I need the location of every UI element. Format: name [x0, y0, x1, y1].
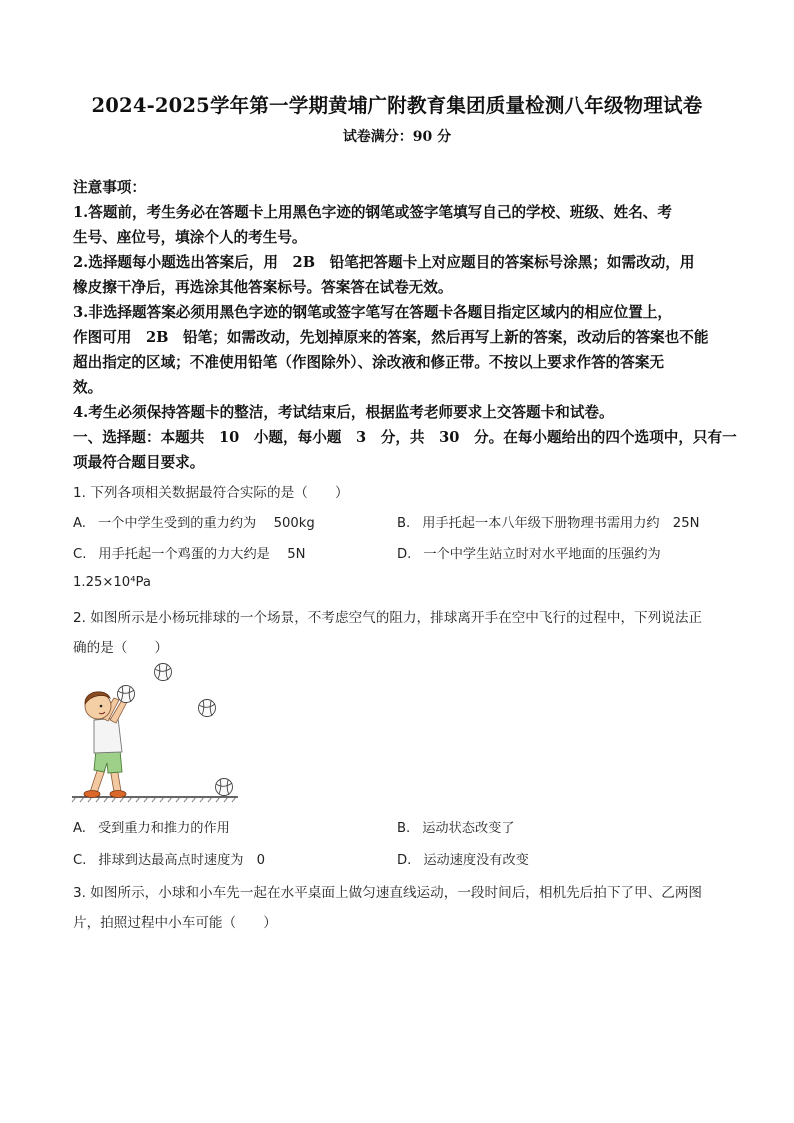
option-text: 运动速度没有改变	[423, 853, 529, 868]
notice-line: 超出指定的区域；不准使用铅笔（作图除外）、涂改液和修正带。不按以上要求作答的答案无	[73, 354, 665, 371]
q1-option-a	[73, 512, 315, 531]
option-text: 排球到达最高点时速度为 0	[98, 853, 266, 868]
volleyball-icon	[216, 779, 233, 796]
question-2-stem: 2. 如图所示是小杨玩排球的一个场景，不考虑空气的阻力，排球离开手在空中飞行的过程中，下列说法正	[73, 610, 703, 626]
volleyball-icon	[155, 664, 172, 681]
notice-line: 3.非选择题答案必须用黑色字迹的钢笔或签字笔写在答题卡各题目指定区域内的相应位置上，	[73, 304, 672, 321]
option-text: 用手托起一本八年级下册物理书需用力约 25N	[422, 516, 700, 531]
notice-line: 4.考生必须保持答题卡的整洁，考试结束后，根据监考老师要求上交答题卡和试卷。	[73, 404, 614, 421]
notice-line: 橡皮擦干净后，再选涂其他答案标号。答案答在试卷无效。	[73, 279, 453, 296]
option-letter: D.	[397, 547, 412, 562]
option-text: 运动状态改变了	[422, 821, 515, 836]
q1-option-d	[397, 543, 661, 562]
volleyball-icon	[118, 686, 135, 703]
section-heading: 一、选择题：本题共 10 小题，每小题 3 分，共 30 分。在每小题给出的四个选项中，只有一	[73, 429, 737, 446]
option-letter: C.	[73, 547, 87, 562]
volleyball-icon	[199, 700, 216, 717]
option-letter: A.	[73, 821, 86, 836]
question-1-stem: 1. 下列各项相关数据最符合实际的是（ ）	[73, 485, 349, 501]
option-text: 一个中学生站立时对水平地面的压强约为	[423, 547, 661, 562]
question-2-stem: 确的是（ ）	[73, 640, 169, 656]
option-text: 一个中学生受到的重力约为 500kg	[97, 516, 315, 531]
notice-line: 生号、座位号，填涂个人的考生号。	[73, 229, 307, 246]
notice-line: 效。	[73, 379, 103, 396]
volleyball-player-illustration	[70, 660, 240, 805]
q2-option-b	[397, 817, 515, 836]
option-letter: B.	[397, 516, 411, 531]
option-letter: D.	[397, 853, 412, 868]
q2-option-c	[73, 849, 265, 868]
notice-heading: 注意事项：	[73, 179, 146, 196]
option-letter: A.	[73, 516, 86, 531]
option-letter: B.	[397, 821, 411, 836]
q2-option-d	[397, 849, 529, 868]
q2-option-a	[73, 817, 230, 836]
notice-line: 2.选择题每小题选出答案后，用 2B 铅笔把答题卡上对应题目的答案标号涂黑；如需改动，用	[73, 254, 695, 271]
q1-option-d-continuation: 1.25×10⁴Pa	[73, 575, 151, 590]
exam-title: 2024-2025学年第一学期黄埔广附教育集团质量检测八年级物理试卷	[91, 94, 703, 117]
q1-option-b	[397, 512, 699, 531]
notice-line: 1.答题前，考生务必在答题卡上用黑色字迹的钢笔或签字笔填写自己的学校、班级、姓名、考	[73, 204, 672, 221]
option-letter: C.	[73, 853, 87, 868]
boy-figure	[84, 692, 127, 798]
notice-line: 作图可用 2B 铅笔；如需改动，先划掉原来的答案，然后再写上新的答案，改动后的答案也不能	[73, 329, 709, 346]
option-text: 用手托起一个鸡蛋的力大约是 5N	[98, 547, 306, 562]
section-heading: 项最符合题目要求。	[73, 454, 205, 471]
question-3-stem: 片，拍照过程中小车可能（ ）	[73, 915, 277, 931]
option-text: 受到重力和推力的作用	[97, 821, 230, 836]
exam-score-note: 试卷满分：90 分	[342, 129, 452, 145]
q1-option-c	[73, 543, 305, 562]
question-3-stem: 3. 如图所示，小球和小车先一起在水平桌面上做匀速直线运动，一段时间后，相机先后拍下了甲、乙两图	[73, 885, 703, 901]
